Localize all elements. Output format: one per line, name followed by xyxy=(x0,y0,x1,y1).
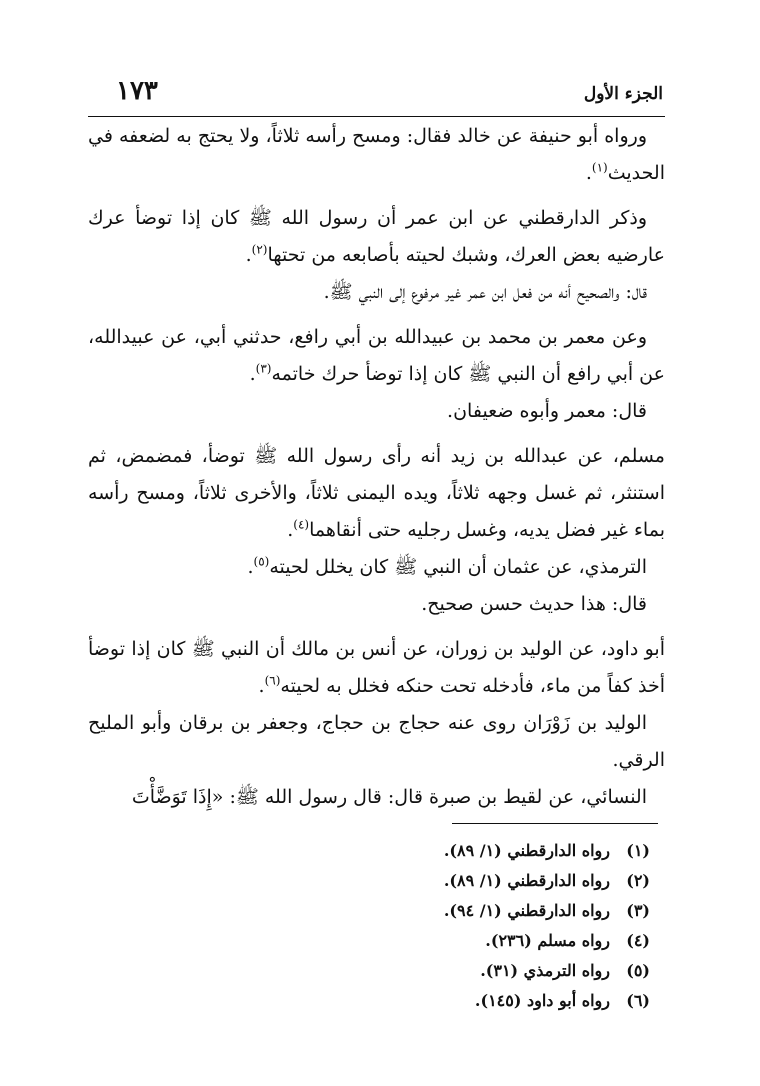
page-header xyxy=(88,72,665,117)
footnote: (٥)رواه الترمذي (٣١). xyxy=(480,961,650,980)
footnote-marker: (١) xyxy=(591,160,608,175)
paragraph: قال: معمر وأبوه ضعيفان. xyxy=(447,400,647,422)
paragraph: الترمذي، عن عثمان أن النبي ﷺ كان يخلل لحيته$^{(٥)}$. xyxy=(247,554,647,578)
footnote: (١)رواه الدارقطني (١/ ٨٩). xyxy=(443,841,650,860)
footnote: (٤)رواه مسلم (٢٣٦). xyxy=(485,931,650,950)
footnote-marker: (٤) xyxy=(293,517,310,532)
footnote: (٣)رواه الدارقطني (١/ ٩٤). xyxy=(443,901,650,920)
paragraph: الوليد بن زَوْرَان روى عنه حجاج بن حجاج، وجعفر بن برقان وأبو المليح الرقي. xyxy=(88,712,665,771)
footnotes xyxy=(300,836,650,1016)
page-number: ١٧٣ xyxy=(116,76,158,106)
footnote-marker: (٥) xyxy=(253,554,270,569)
footnote: (٢)رواه الدارقطني (١/ ٨٩). xyxy=(443,871,650,890)
footnote-marker: (٢) xyxy=(251,242,268,257)
paragraph: قال: والصحيح أنه من فعل ابن عمر غير مرفوع إلى النبي ﷺ. xyxy=(323,281,647,303)
paragraph: النسائي، عن لقيط بن صبرة قال: قال رسول الله ﷺ: «إِذَا تَوَضَّأْتَ xyxy=(131,786,647,808)
paragraph: مسلم، عن عبدالله بن زيد أنه رأى رسول الله ﷺ توضأ، فمضمض، ثم استنثر، ثم غسل وجهه ثلاثاً، ويده اليمنى ثلاثاً، والأخرى ثلاثاً، ومسح رأسه بماء غير فضل يديه، وغسل رجليه حتى أنقاهما$^{(٤)}$. xyxy=(88,445,665,541)
paragraph: وذكر الدارقطني عن ابن عمر أن رسول الله ﷺ كان إذا توضأ عرك عارضيه بعض العرك، وشبك لحيته بأصابعه من تحتها$^{(٢)}$. xyxy=(88,207,665,266)
paragraph: قال: هذا حديث حسن صحيح. xyxy=(421,593,647,615)
paragraph: أبو داود، عن الوليد بن زوران، عن أنس بن مالك أن النبي ﷺ كان إذا توضأ أخذ كفاً من ماء، فأدخله تحت حنكه فخلل به لحيته$^{(٦)}$. xyxy=(88,638,665,697)
footnote-marker: (٣) xyxy=(255,361,272,376)
running-title: الجزء الأول xyxy=(583,84,663,104)
footnote: (٦)رواه أبو داود (١٤٥). xyxy=(474,991,650,1010)
main-text xyxy=(88,118,665,816)
footnote-separator xyxy=(452,823,658,824)
paragraph: وعن معمر بن محمد بن عبيدالله بن أبي رافع، حدثني أبي، عن عبيدالله، عن أبي رافع أن النبي ﷺ كان إذا توضأ حرك خاتمه$^{(٣)}$. xyxy=(88,326,665,385)
footnote-marker: (٦) xyxy=(264,673,281,688)
paragraph: ورواه أبو حنيفة عن خالد فقال: ومسح رأسه ثلاثاً، ولا يحتج به لضعفه في الحديث$^{(١)}$. xyxy=(88,125,665,184)
